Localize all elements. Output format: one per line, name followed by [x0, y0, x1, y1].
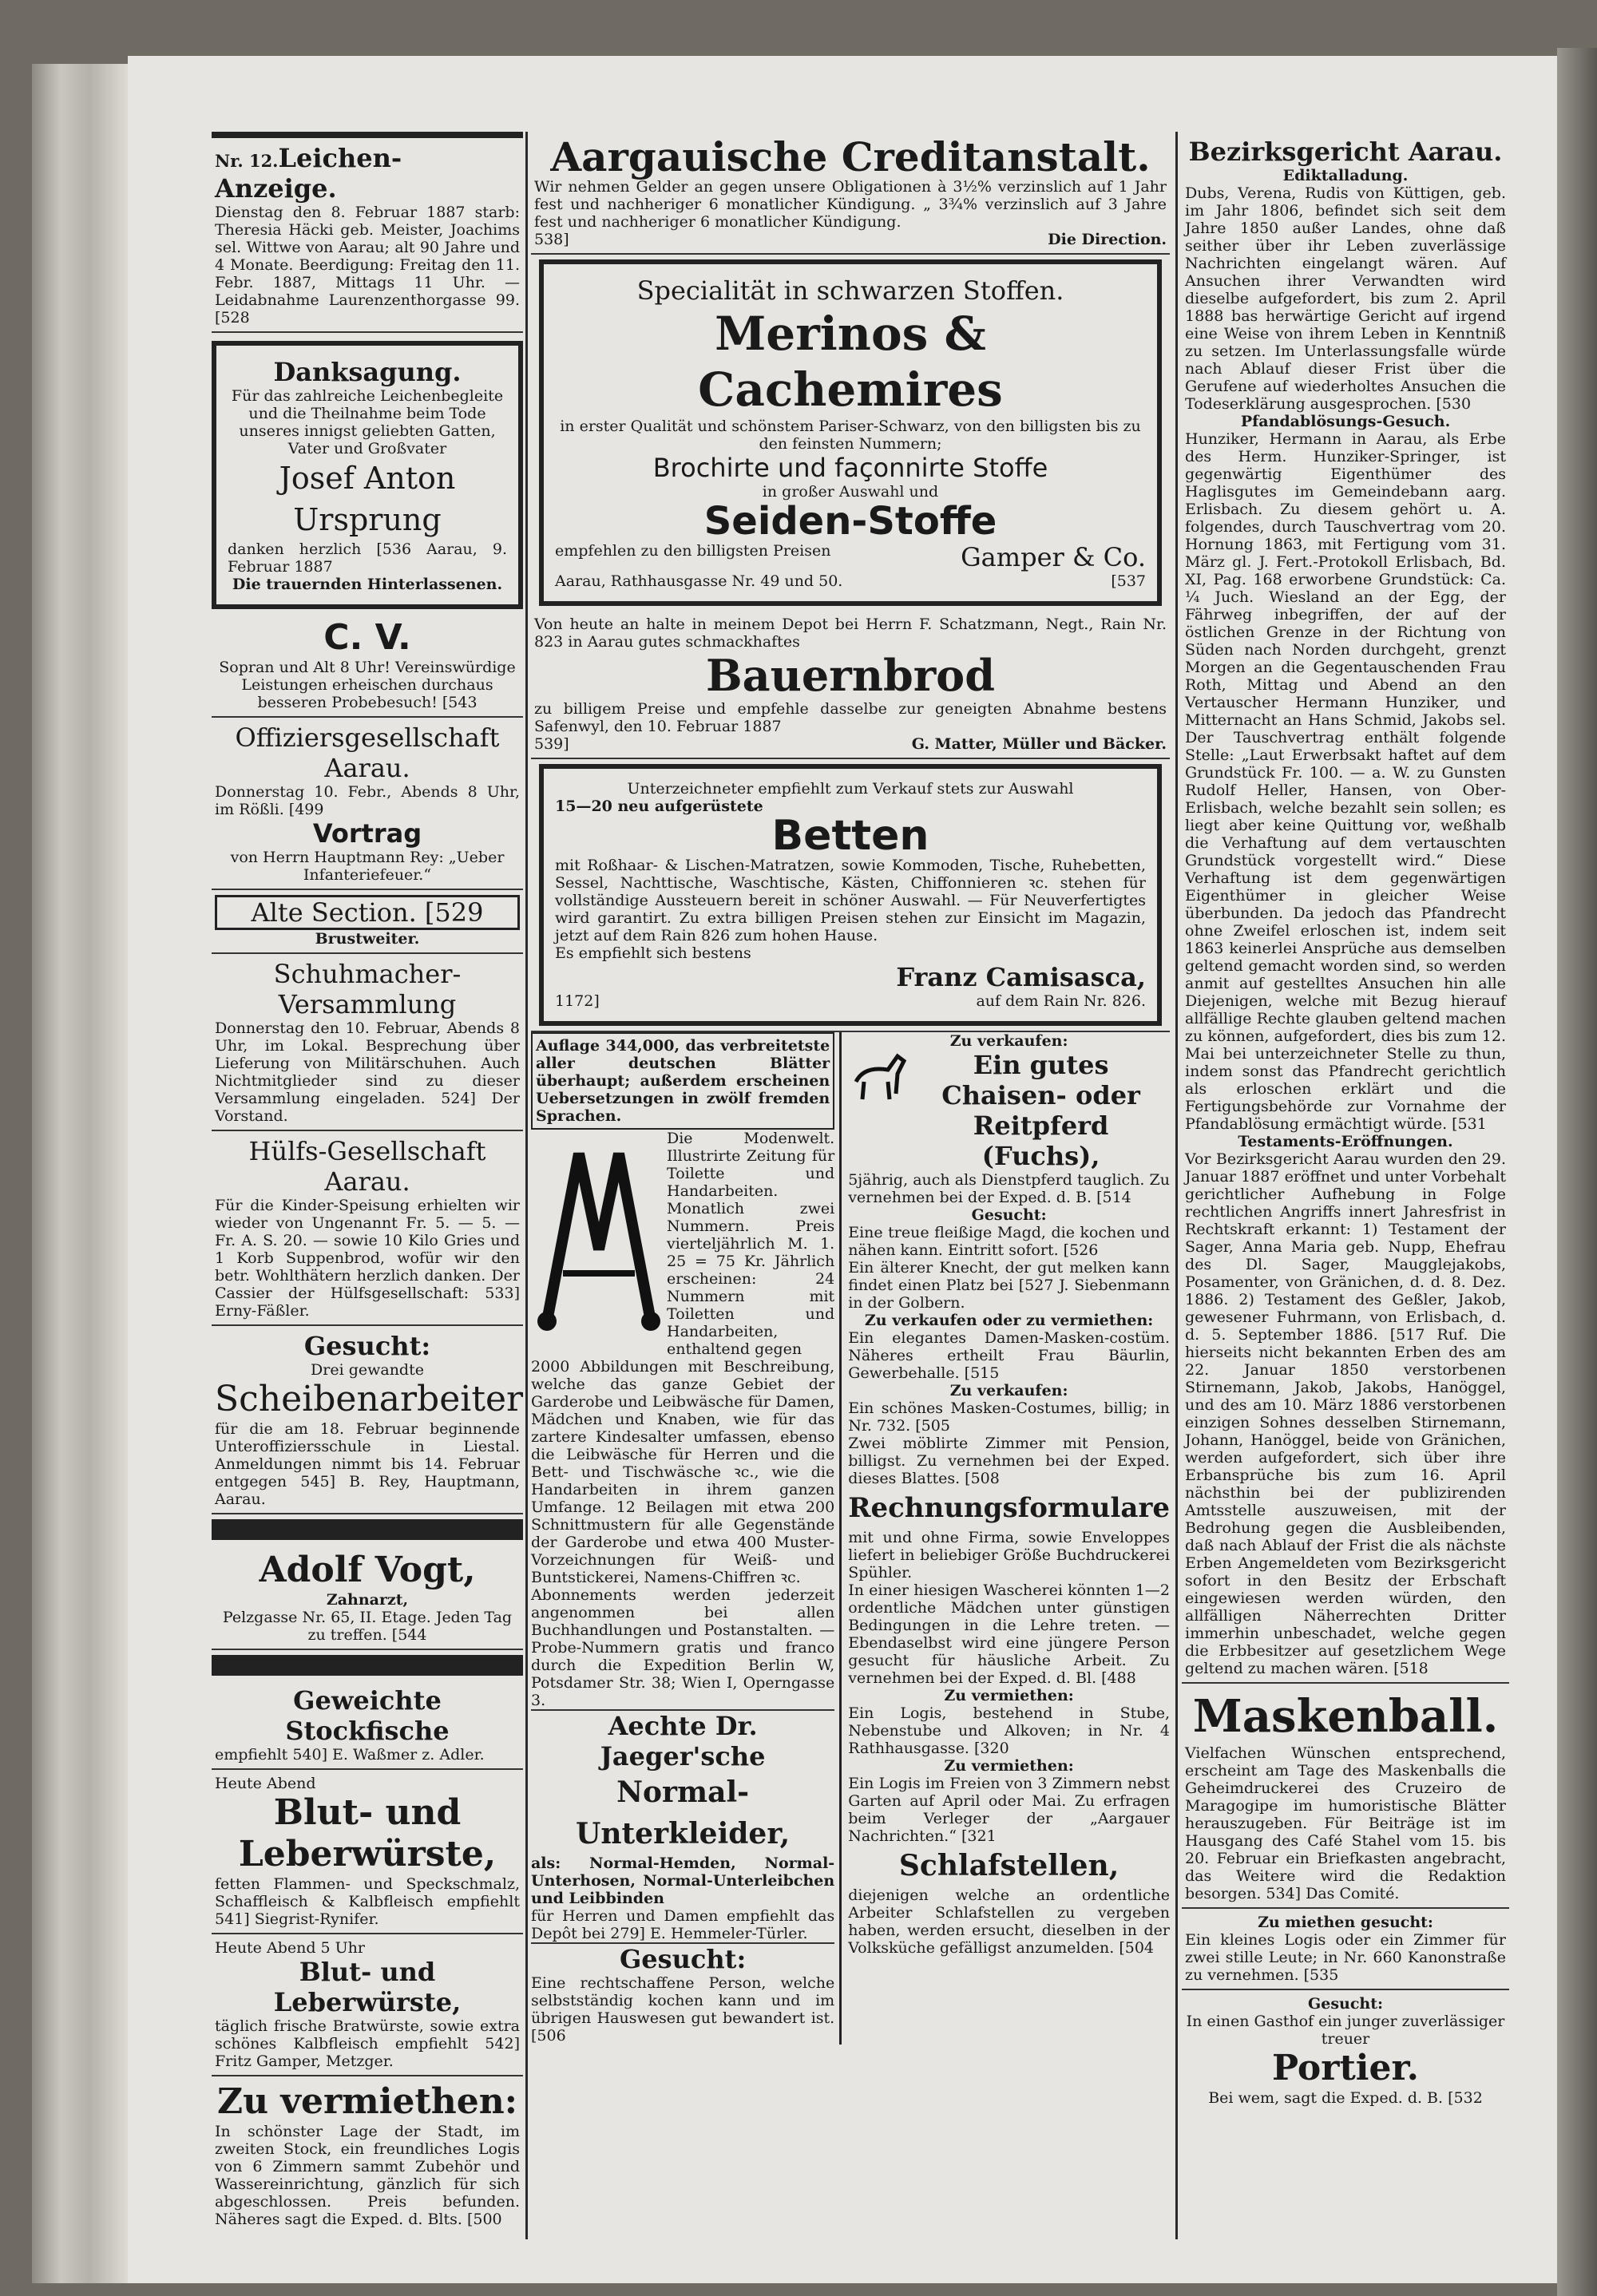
ad-cv: [212, 612, 523, 718]
fashion-row: [531, 1130, 834, 1358]
footer: Bei wem, sagt die Exped. d. B. [532: [1208, 2089, 1483, 2107]
costume: Ein elegantes Damen-Masken-costüm. Näheres ertheilt Frau Bäurlin, Gewerbehalle. [515: [848, 1329, 1170, 1382]
body: für die am 18. Februar beginnende Unteroffiziersschule in Liestal. Anmeldungen nimmt bis 14. Februar entgegen 545] B. Rey, Hauptmann, Aarau.: [215, 1420, 520, 1508]
heading: Blut- und Leberwürste,: [238, 1792, 497, 1874]
sub: Testaments-Eröffnungen.: [1238, 1133, 1453, 1150]
ad-credit-bank: [531, 132, 1170, 255]
circulation: Auflage 344,000, das verbreitetste aller deutschen Blätter überhaupt; außerdem erscheinen Uebersetzungen in zwölf fremden Sprachen.: [531, 1032, 834, 1130]
heading: Blut- und Leberwürste,: [273, 1957, 462, 2017]
body: Donnerstag den 10. Februar, Abends 8 Uhr, im Lokal. Besprechung über Lieferung von Militärschuhen. Auch Nichtmitglieder sind zu dieser Versammlung eingeladen. 524] Der Vorstand.: [215, 1019, 520, 1125]
heading: Bezirksgericht Aarau.: [1188, 137, 1503, 167]
signature: Die trauernden Hinterlassenen.: [232, 576, 503, 593]
ad-farmers-bread: [531, 611, 1170, 759]
pre: Heute Abend 5 Uhr: [215, 1939, 365, 1957]
column-left: [212, 132, 523, 2267]
horse-icon: [848, 1050, 912, 1106]
rent2-title: Zu vermiethen:: [944, 1757, 1074, 1775]
mask: Ein schönes Masken-Costumes, billig; in Nr. 732. [505: [848, 1399, 1170, 1435]
page-edge-left: [32, 64, 128, 2283]
body2: in großer Auswahl und: [762, 483, 939, 501]
rentsale-title: Zu verkaufen oder zu vermiethen:: [864, 1312, 1154, 1329]
heading: Maskenball.: [1192, 1690, 1499, 1743]
line2: Brochirte und façonnirte Stoffe: [652, 453, 1048, 483]
ad-dentist: [212, 1545, 523, 1650]
ad-rent-wanted: [1182, 1909, 1509, 1990]
ad-masked-ball: [1182, 1684, 1509, 1909]
heading: Gesucht:: [1308, 1995, 1383, 2013]
body: Vielfachen Wünschen entsprechend, erscheint am Tage des Maskenballs die Geheimdruckerei des Cruzeiro de Maragogipe im humoristische Blätter herauszugeben. Für Beiträge ist im Hausgang des Café Stahel vom 15. bis 20. Februar ein Briefkasten angebracht, das Weitere wird die Redaktion besorgen. 534] Das Comité.: [1185, 1744, 1506, 1902]
rooms: Zwei möblirte Zimmer mit Pension, billigst. Zu vernehmen bei der Exped. dieses Blattes. [508: [848, 1435, 1170, 1487]
addr-row: 1172] auf dem Rain Nr. 826.: [555, 992, 1146, 1010]
body: Dubs, Verena, Rudis von Küttigen, geb. im Jahr 1806, befindet sich seit dem Jahre 1850 außer Landes, ohne daß seither über ihr Leben zuverlässige Nachrichten eingelangt wären. Auf Ansuchen ihrer Verwandten wird dieselbe aufgefordert, bis zum 2. April 1888 bas herwärtige Gericht auf irgend eine Weise von ihrem Leben in Kenntniß zu setzen. Im Unterlassungsfalle würde nach Ablauf dieser Frist über die Gerufene auf wiederholtes Ansuchen die Todeserklärung ausgesprochen. [530: [1185, 184, 1506, 413]
horse-title: Ein gutes Chaisen- oder Reitpferd (Fuchs),: [941, 1050, 1140, 1171]
body: zu billigem Preise und empfehle dasselbe zur geneigten Abnahme bestens Safenwyl, den 10. Februar 1887: [534, 700, 1167, 735]
sale2-title: Zu verkaufen:: [949, 1382, 1068, 1399]
forms-title: Rechnungsformulare: [848, 1492, 1170, 1524]
horse-body: 5jährig, auch als Dienstpferd tauglich. Zu vernehmen bei der Exped. d. B. [514: [848, 1171, 1170, 1206]
heading: Geweichte Stockfische: [285, 1685, 450, 1746]
wanted-title: Gesucht:: [971, 1206, 1047, 1224]
pre: Heute Abend: [215, 1775, 316, 1792]
heading: Nr. 12.Leichen-Anzeige.: [215, 143, 402, 204]
body: fetten Flammen- und Speckschmalz, Schaffleisch & Kalbfleisch empfiehlt 541] Siegrist-Rynifer.: [215, 1875, 520, 1928]
horse-row: [848, 1050, 1170, 1171]
sleep-body: diejenigen welche an ordentliche Arbeiter Schlafstellen zu vergeben haben, werden ersucht, dieselben in der Volksküche gefälligst anzumelden. [504: [848, 1886, 1170, 1957]
rent2-body: Ein Logis im Freien von 3 Zimmern nebst Garten auf April oder Mai. Zu erfragen beim Verleger der „Aargauer Nachrichten.“ [321: [848, 1775, 1170, 1845]
body: empfiehlt 540] E. Waßmer z. Adler.: [215, 1746, 485, 1764]
forms-body: mit und ohne Firma, sowie Enveloppes liefert in beliebiger Größe Buchdruckerei Spühler.: [848, 1529, 1170, 1581]
sub: Zahnarzt,: [326, 1591, 409, 1609]
body: Sopran und Alt 8 Uhr! Vereinswürdige Leistungen erheischen durchaus besseren Probebesuch! [543: [219, 659, 516, 711]
girl: In einer hiesigen Wascherei könnten 1—2 ordentliche Mädchen unter günstigen Bedingungen in die Lehre treten. — Ebendaselbst wird eine jüngere Person gesucht für häusliche Arbeit. Zu vernehmen bei der Exped. d. Bl. [488: [848, 1581, 1170, 1687]
body: Pelzgasse Nr. 65, II. Etage. Jeden Tag zu treffen. [544: [222, 1609, 513, 1644]
fashion-text-2: 2000 Abbildungen mit Beschreibung, welche das ganze Gebiet der Garderobe und Leibwäsche für Damen, Mädchen und Knaben, wie für das zartere Kindesalter umfassen, ebenso die Leibwäsche für Herren und die Bett- und Tischwäsche ꝛc., wie die Handarbeiten in ihrem ganzen Umfange. 12 Beilagen mit etwa 200 Schnittmustern für alle Gegenstände der Garderobe und etwa 400 Muster-Vorzeichnungen für Weiß- und Buntstickerei, Namens-Chiffren ꝛc.: [531, 1358, 835, 1586]
ad-relief: [212, 1131, 523, 1326]
servant: Ein älterer Knecht, der gut melken kann findet einen Platz bei [527 J. Siebenmann in der Golbern.: [848, 1259, 1170, 1312]
ad-rent: [212, 2076, 523, 2233]
heading: Danksagung.: [273, 357, 462, 387]
ad-sausage: [212, 1770, 523, 1934]
main: Merinos & Cachemires: [698, 307, 1003, 417]
body: in erster Qualität und schönstem Pariser-Schwarz, von den billigsten bis zu den feinsten Nummern;: [560, 418, 1141, 453]
rent1-title: Zu vermiethen:: [944, 1687, 1074, 1704]
sign-row: 539] G. Matter, Müller und Bäcker.: [534, 735, 1167, 753]
sale-title: Zu verkaufen:: [949, 1032, 1068, 1050]
silk: Seiden-Stoffe: [703, 499, 997, 544]
body: Für das zahlreiche Leichenbegleite und die Theilnahme beim Tode unseres innigst geliebten Gatten, Vater und Großvater: [231, 387, 504, 457]
fashion-text: Die Modenwelt. Illustrirte Zeitung für Toilette und Handarbeiten. Monatlich zwei Nummern. Preis vierteljährlich M. 1. 25 = 75 Kr. Jährlich erscheinen: 24 Nummern mit Toiletten und Handarbeiten, enthaltend gegen: [667, 1130, 835, 1358]
addr-row: Aarau, Rathhausgasse Nr. 49 und 50. [537: [555, 572, 1146, 590]
footer: 538] Die Direction.: [534, 231, 1167, 248]
heading: Hülfs-Gesellschaft Aarau.: [248, 1136, 486, 1197]
body: Wir nehmen Gelder an gegen unsere Obligationen à 3½% verzinslich auf 1 Jahr fest und nachheriger 6 monatlicher Kündigung. „ 3¾% verzinslich auf 3 Jahre fest und nachheriger 6 monatlicher Kündigung.: [534, 178, 1167, 231]
heading: Specialität in schwarzen Stoffen.: [636, 275, 1064, 306]
depot: für Herren und Damen empfiehlt das Depôt bei 279] E. Hemmeler-Türler.: [531, 1907, 835, 1942]
jaeger-title: Aechte Dr. Jaeger'sche: [531, 1709, 834, 1771]
qty: 15—20 neu aufgerüstete: [555, 798, 763, 815]
heading: Schuhmacher-Versammlung: [273, 959, 462, 1019]
ad-porter: [1182, 1990, 1509, 2112]
body: von Herrn Hauptmann Rey: „Ueber Infanteriefeuer.“: [230, 849, 505, 884]
ad-officers: [212, 718, 523, 890]
job: Portier.: [1272, 2048, 1419, 2088]
ad-wanted: [212, 1326, 523, 1514]
body: In schönster Lage der Stadt, im zweiten Stock, ein freundliches Logis von 6 Zimmern sammt Zubehör und Wassereinrichtung, gänzlich für sich abgeschlossen. Preis befunden. Näheres sagt die Exped. d. Blts. [500: [215, 2123, 520, 2228]
column-right: [1182, 132, 1509, 2267]
sub-column-b: [842, 1032, 1170, 2045]
body: Für die Kinder-Speisung erhielten wir wieder von Ungenannt Fr. 5. — 5. — Fr. A. S. 20. — sowie 10 Kilo Gries und 1 Korb Suppenbrod, wofür wir den betr. Wohlthätern herzlich danken. Der Cassier der Hülfsgesellschaft: 533] Erny-Fäßler.: [215, 1197, 520, 1320]
heading: Bauernbrod: [706, 650, 995, 701]
rent1-body: Ein Logis, bestehend in Stube, Nebenstube und Alkoven; in Nr. 4 Rathhausgasse. [320: [848, 1704, 1170, 1757]
sub: Brustweiter.: [315, 930, 420, 948]
black-bar: [212, 1655, 523, 1676]
sub-column-a: [531, 1032, 842, 2045]
pre: Von heute an halte in meinem Depot bei Herrn F. Schatzmann, Negt., Rain Nr. 823 in Aarau gutes schmackhaftes: [534, 616, 1167, 651]
event: Vortrag: [312, 818, 422, 849]
body: Ein kleines Logis oder ein Zimmer für zwei stille Leute; in Nr. 660 Kanonstraße zu vernehmen. [535: [1185, 1931, 1506, 1984]
ad-death-notice: [212, 132, 523, 333]
column-middle: [531, 132, 1170, 2267]
sub: Ediktalladung.: [1282, 167, 1409, 184]
ad-sausage-2: [212, 1934, 523, 2076]
rec: Es empfiehlt sich bestens: [555, 944, 751, 962]
sign-row: empfehlen zu den billigsten Preisen Gamper & Co.: [555, 542, 1146, 572]
sub: Pfandablösungs-Gesuch.: [1240, 413, 1451, 430]
ad-alte-section: [212, 890, 523, 954]
monogram-logo-icon: [531, 1130, 667, 1337]
heading: Adolf Vogt,: [259, 1550, 476, 1590]
body: mit Roßhaar- & Lischen-Matratzen, sowie Kommoden, Tische, Ruhebetten, Sessel, Nachttische, Waschtische, Kästen, Chiffonnieren ꝛc. stehen für vollständige Aussteuern bereit in schöner Auswahl. — Für Neuverfertigtes wird garantirt. Zu extra billigen Preisen stehen zur Einsicht im Magazin, jetzt auf dem Rain 826 zum hohen Hause.: [555, 857, 1146, 944]
pre: Unterzeichneter empfiehlt zum Verkauf stets zur Auswahl: [627, 780, 1074, 798]
body: Dienstag den 8. Februar 1887 starb: Theresia Häcki geb. Meister, Joachims sel. Wittwe von Aarau; alt 90 Jahre und 4 Monate. Beerdigung: Freitag den 11. Febr. 1887, Mittags 11 Uhr. — Leidabnahme Laurenzenthorgasse 99. [528: [215, 204, 520, 327]
heading: Zu miethen gesucht:: [1258, 1914, 1433, 1931]
heading: Zu vermiethen:: [217, 2081, 517, 2122]
wanted-body: Eine rechtschaffene Person, welche selbstständig kochen kann und im übrigen Hauswesen gut bewandert ist. [506: [531, 1974, 835, 2045]
footer: danken herzlich [536 Aarau, 9. Februar 1887: [228, 540, 507, 576]
heading: Betten: [771, 812, 929, 860]
job: Scheibenarbeiter: [215, 1379, 524, 1419]
column-rule: [525, 132, 528, 2239]
ad-black-fabrics: [539, 259, 1162, 606]
ad-shoemakers: [212, 954, 523, 1131]
name: Josef Anton Ursprung: [279, 461, 456, 537]
ad-stockfish: [212, 1680, 523, 1770]
newspaper-page: [128, 56, 1557, 2283]
body: In einen Gasthof ein junger zuverlässiger treuer: [1186, 2013, 1505, 2048]
heading: Alte Section. [529: [215, 895, 520, 930]
ad-thanks: [212, 341, 523, 609]
wanted-body: Eine treue fleißige Magd, die kochen und nähen kann. Eintritt sofort. [526: [848, 1224, 1170, 1259]
page-edge-right: [1557, 48, 1597, 2296]
date: Donnerstag 10. Febr., Abends 8 Uhr, im Rößli. [499: [215, 783, 520, 818]
body: Hunziker, Hermann in Aarau, als Erbe des Herm. Hunziker-Springer, ist gegenwärtig Eigenthümer des Haglisgutes im Gemeindebann aarg. Erlisbach. Zu diesem gehört u. A. folgendes, durch Tauschvertrag vom 20. Hornung 1863, mit Fertigung vom 31. März gl. J. Fert.-Protokoll Erlisbach, Bd. XI, Pag. 168 erworbene Grundstück: Ca. ¼ Juch. Wiesland an der Egg, der Fährweg inbegriffen, der auf der östlichen Grenze in der Richtung von Süden nach Norden durchgeht, grenzt Morgen an die Gegentauschenden Frau Roth, Mittag und Abend an den Vertauscher Hermann Hunziker, und Mitternacht an Hans Schmid, Jakobs sel. Der Tauschvertrag enthält folgende Stelle: „Laut Erwerbsakt haftet auf dem Grundstück Fr. 100. — a. W. zu Gunsten Rudolf Heller, Hansen, von Ober-Erlisbach, welche bezahlt sein sollen; es liegt aber keine Quittung vor, weßhalb die Verhaftung auf dem vertauschten Grundstück vorgestellt wird.“ Diese Verhaftung ist dem gegenwärtigen Eigenthümer in gleicher Weise überbunden. Da jedoch das Pfandrecht ohne Zweifel erloschen ist, indem seit 1863 keinerlei Ansprüche aus demselben geltend gemacht worden sind, so werden anmit auf gestelltes Ansuchen hin alle Diejenigen, welche mit Bezug hierauf allfällige Rechte glauben geltend machen zu können, aufgefordert, dies bis zum 12. Mai bei unterzeichneter Stelle zu thun, indem sonst das Pfandrecht gerichtlich als erloschen erklärt und die Fertigungsbehörde zur Vornahme der Pfandablösung ermächtigt würde. [531: [1185, 430, 1506, 1133]
heading: Offiziersgesellschaft Aarau.: [235, 722, 500, 783]
lower-middle: [531, 1031, 1170, 2045]
heading: Gesucht:: [303, 1331, 431, 1361]
sub: Drei gewandte: [311, 1361, 424, 1379]
sleep-title: Schlafstellen,: [898, 1849, 1119, 1882]
body: Vor Bezirksgericht Aarau wurden den 29. Januar 1887 eröffnet und unter Vorbehalt gerichtlicher Aufhebung in Folge rechtlichen Angriffs innert Jahresfrist in Rechtskraft erkannt: 1) Testament der Sager, Anna Maria geb. Nupp, Ehefrau des Dl. Sager, Maugglejakobs, Posamenter, von Gränichen, d. d. 8. Dez. 1886. 2) Testament des Geßler, Jakob, gewesener Fuhrmann, von Erlisbach, d. d. 5. September 1886. [517 Ruf. Die hierseits nicht bekannten Erben des am 22. Januar 1850 verstorbenen Stirnemann, Jakob, Jakobs, Hanöggel, und des am 10. März 1886 verstorbenen einzigen Sohnes desselben Stirnemann, Johann, Hanöggel, beide von Gränichen, werden aufgefordert, sich über ihre Erbansprüche bis zum 16. April nächsthin bei der publizirenden Amtsstelle auszuweisen, mit der Bedrohung gegen die Ausbleibenden, daß nach Ablauf der Frist die als nächste Erben Angemeldeten vom Bezirksgericht sofort in den Besitz der Erbschaft eingewiesen werden würden, den allfälligen Näherrechten Dritter immerhin unbeschadet, welche gegen die Erbbesitzer auf gesetzlichem Wege geltend zu machen wären. [518: [1185, 1150, 1506, 1677]
ad-court: [1182, 132, 1509, 1684]
items: als: Normal-Hemden, Normal-Unterhosen, Normal-Unterleibchen und Leibbinden: [531, 1855, 835, 1907]
sign: Franz Camisasca,: [896, 962, 1146, 992]
wanted-title: Gesucht:: [531, 1942, 834, 1974]
ad-beds: [539, 764, 1162, 1026]
heading: Aargauische Creditanstalt.: [550, 133, 1151, 180]
column-rule: [1175, 132, 1178, 2239]
subscription: Abonnements werden jederzeit angenommen bei allen Buchhandlungen und Postanstalten. — Probe-Nummern gratis und franco durch die Expedition Berlin W, Potsdamer Str. 38; Wien I, Operngasse 3.: [531, 1586, 835, 1709]
heading: C. V.: [323, 617, 411, 658]
black-bar: [212, 1519, 523, 1540]
body: täglich frische Bratwürste, sowie extra schönes Kalbfleisch empfiehlt 542] Fritz Gamper, Metzger.: [215, 2017, 520, 2070]
normal-title: Normal-Unterkleider,: [575, 1775, 791, 1851]
